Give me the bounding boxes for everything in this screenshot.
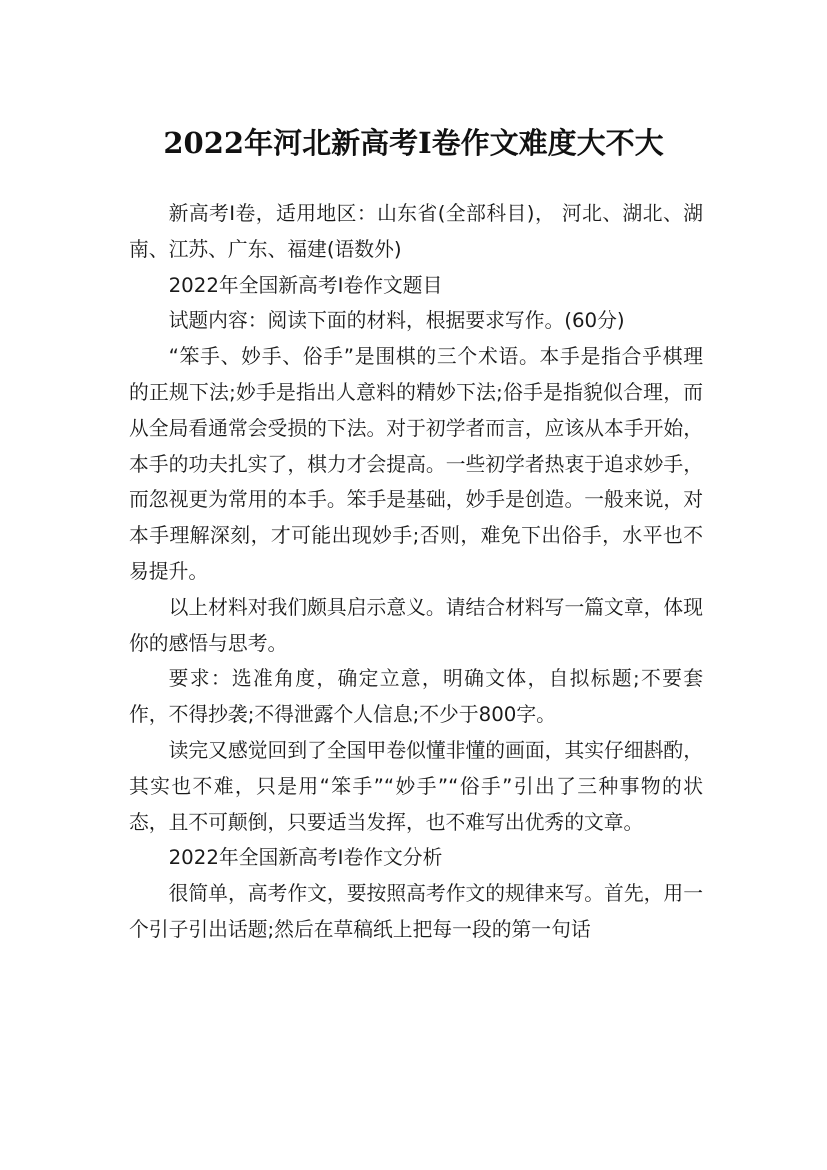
paragraph-analysis: 很简单，高考作文，要按照高考作文的规律来写。首先，用一个引子引出话题;然后在草稿纸上把每一段的第一句话 <box>129 882 703 941</box>
paragraph-commentary: 读完又感觉回到了全国甲卷似懂非懂的画面，其实仔细斟酌，其实也不难，只是用“笨手”“妙手”“俗手”引出了三种事物的状态，且不可颠倒，只要适当发挥，也不难写出优秀的文章。 <box>129 738 703 834</box>
paragraph-essay-topic-heading: 2022年全国新高考Ⅰ卷作文题目 <box>168 273 443 297</box>
paragraph-applicable-regions: 新高考Ⅰ卷，适用地区：山东省(全部科目)， 河北、湖北、湖南、江苏、广东、福建(语数外) <box>129 202 703 261</box>
document-body <box>129 196 703 948</box>
paragraph-question-content: 试题内容：阅读下面的材料，根据要求写作。(60分) <box>168 309 625 333</box>
paragraph-instruction: 以上材料对我们颇具启示意义。请结合材料写一篇文章，体现你的感悟与思考。 <box>129 595 703 655</box>
paragraph-requirements: 要求：选准角度，确定立意，明确文体，自拟标题;不要套作，不得抄袭;不得泄露个人信息;不少于800字。 <box>129 667 703 727</box>
document-title: 2022年河北新高考Ⅰ卷作文难度大不大 <box>163 126 664 161</box>
paragraph-analysis-heading: 2022年全国新高考Ⅰ卷作文分析 <box>168 846 443 870</box>
paragraph-material: “笨手、妙手、俗手”是围棋的三个术语。本手是指合乎棋理的正规下法;妙手是指出人意料的精妙下法;俗手是指貌似合理，而从全局看通常会受损的下法。对于初学者而言，应该从本手开始，本手的功夫扎实了，棋力才会提高。一些初学者热衷于追求妙手，而忽视更为常用的本手。笨手是基础，妙手是创造。一般来说，对本手理解深刻，才可能出现妙手;否则，难免下出俗手，水平也不易提升。 <box>129 345 703 583</box>
